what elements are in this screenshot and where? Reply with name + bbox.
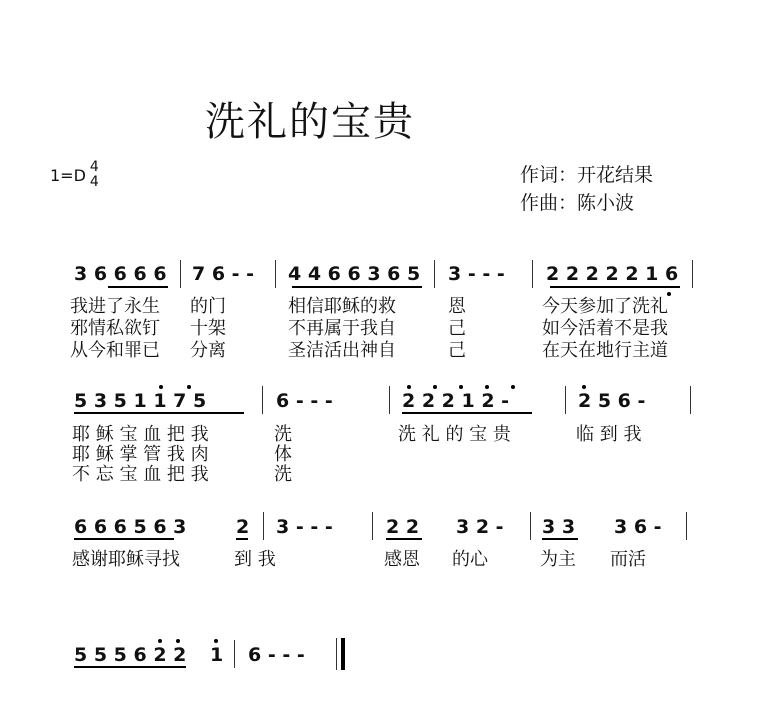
barline xyxy=(372,512,373,540)
high-octave-dot xyxy=(582,385,586,389)
lyric: 己 xyxy=(448,340,466,361)
beam-underline xyxy=(236,538,248,540)
barline xyxy=(565,386,566,414)
high-octave-dot xyxy=(158,639,162,643)
barline xyxy=(530,512,531,540)
barline xyxy=(434,260,435,288)
high-octave-dot xyxy=(433,385,437,389)
lyric: 十架 xyxy=(190,318,226,339)
high-octave-dot xyxy=(459,385,463,389)
barline xyxy=(532,260,533,288)
lyric: 如今活着不是我 xyxy=(542,318,668,339)
barline xyxy=(263,512,264,540)
lyric: 在天在地行主道 xyxy=(542,340,668,361)
barline xyxy=(692,260,693,288)
measure-3-1: 6 6 6 5 6 3 xyxy=(74,516,187,538)
beam-underline xyxy=(74,412,244,414)
lyric: 临 到 我 xyxy=(576,424,642,445)
measure-2-3: 2 2 2 1 2 - xyxy=(402,390,510,412)
final-barline-thin xyxy=(336,638,337,670)
lyric: 而活 xyxy=(610,549,646,570)
barline xyxy=(234,640,235,668)
measure-4-1b: 1 xyxy=(210,644,224,666)
lyric: 的门 xyxy=(190,296,226,317)
barline xyxy=(262,386,263,414)
beam-underline xyxy=(386,538,422,540)
measure-1-1: 3 6 6 6 6 xyxy=(74,263,167,285)
measure-3-3b: 3 2 - xyxy=(456,516,504,538)
high-octave-dot xyxy=(159,385,163,389)
lyric: 耶 稣 掌 管 我 肉 xyxy=(72,444,209,465)
lyric: 分离 xyxy=(190,340,226,361)
beam-underline xyxy=(542,538,578,540)
measure-1-4: 3 - - - xyxy=(448,263,505,285)
song-title: 洗礼的宝贵 xyxy=(205,99,415,145)
lyric: 洗 礼 的 宝 贵 xyxy=(398,424,511,445)
lyric: 相信耶稣的救 xyxy=(288,296,396,317)
barline xyxy=(275,260,276,288)
beam-underline xyxy=(74,538,174,540)
lyric: 恩 xyxy=(448,296,466,317)
high-octave-dot xyxy=(511,385,515,389)
measure-2-2: 6 - - - xyxy=(276,390,333,412)
measure-3-4: 3 3 xyxy=(542,516,576,538)
beam-underline xyxy=(550,286,680,288)
lyric: 不再属于我自 xyxy=(288,318,396,339)
lyric: 到 我 xyxy=(234,549,276,570)
barline xyxy=(690,386,691,414)
lyric: 感谢耶稣寻找 xyxy=(72,549,180,570)
lyric: 圣洁活出神自 xyxy=(288,340,396,361)
barline xyxy=(389,386,390,414)
beam-underline xyxy=(74,666,186,668)
lyric: 耶 稣 宝 血 把 我 xyxy=(72,424,209,445)
measure-2-4: 2 5 6 - xyxy=(578,390,646,412)
lyric: 的心 xyxy=(452,549,488,570)
lyric: 不 忘 宝 血 把 我 xyxy=(72,464,209,485)
lyric: 我进了永生 xyxy=(70,296,160,317)
measure-1-2: 7 6 - - xyxy=(192,263,255,285)
measure-3-2: 3 - - - xyxy=(276,516,333,538)
lyric: 洗 xyxy=(274,464,292,485)
composer-credit: 作曲：陈小波 xyxy=(520,192,635,214)
final-barline-thick xyxy=(341,638,345,670)
lyric: 邪情私欲钉 xyxy=(70,318,160,339)
lyric: 己 xyxy=(448,318,466,339)
lyric: 今天参加了洗礼 xyxy=(542,296,668,317)
high-octave-dot xyxy=(176,639,180,643)
measure-3-1b: 2 xyxy=(236,516,250,538)
key-label: 1=D xyxy=(50,165,86,185)
key-signature xyxy=(50,160,99,190)
beam-underline xyxy=(402,412,532,414)
measure-1-3: 4 4 6 6 3 6 5 xyxy=(288,263,421,285)
measure-3-4b: 3 6 - xyxy=(614,516,662,538)
lyric: 感恩 xyxy=(384,549,420,570)
beam-underline xyxy=(292,286,422,288)
lyric: 洗 xyxy=(274,424,292,445)
beam-underline xyxy=(108,286,168,288)
barline xyxy=(686,512,687,540)
measure-3-3: 2 2 xyxy=(386,516,420,538)
time-bottom: 4 xyxy=(89,174,99,190)
measure-4-1: 5 5 5 6 2 2 xyxy=(74,644,187,666)
barline xyxy=(180,260,181,288)
lyric: 为主 xyxy=(540,549,576,570)
high-octave-dot xyxy=(485,385,489,389)
measure-1-5: 2 2 2 2 2 1 6 xyxy=(546,263,679,285)
lyric: 体 xyxy=(274,444,292,465)
measure-4-2: 6 - - - xyxy=(248,644,305,666)
high-octave-dot xyxy=(187,385,191,389)
time-signature xyxy=(90,160,99,190)
lyricist-credit: 作词：开花结果 xyxy=(520,164,654,186)
high-octave-dot xyxy=(407,385,411,389)
lyric: 从今和罪已 xyxy=(70,340,160,361)
time-top: 4 xyxy=(89,159,99,175)
measure-2-1: 5 3 5 1 1 7 5 xyxy=(74,390,207,412)
high-octave-dot xyxy=(214,639,218,643)
